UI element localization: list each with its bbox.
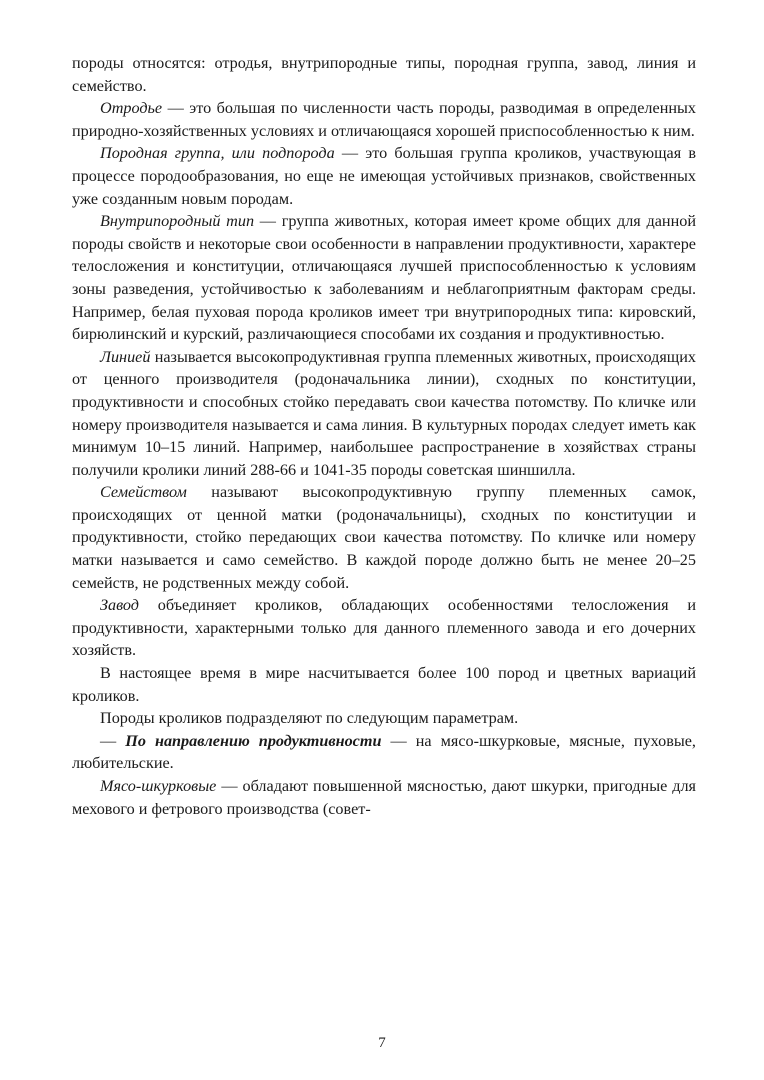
text-run: породы относятся: отродья, внутрипородные типы, породная группа, завод, линия и семейство. [72,54,696,95]
text-run: Породы кроликов подразделяют по следующим параметрам. [100,709,519,728]
paragraph [72,97,696,142]
term-italic: Завод [100,596,139,615]
paragraph [72,707,696,730]
text-run: — на мясо-шкурковые, мясные, пуховые, любительские. [72,731,696,773]
text-run: называется высокопродуктивная группа племенных животных, происходящих от ценного производителя (родоначальника линии), сходных по конституции, продуктивности и способных стойко передавать свои качества потомству. По кличке или номеру производителя называется и сама линия. В культурных породах следует иметь как минимум 10–15 линий. Например, наибольшее распространение в хозяйствах страны получили кролики линий 288-66 и 1041-35 породы советская шиншилла. [72,347,696,479]
text-run: В настоящее время в мире насчитывается более 100 пород и цветных вариаций кроликов. [72,664,696,705]
term-italic: Мясо-шкурковые [100,777,217,795]
text-run: — это большая по численности часть породы, разводимая в определенных природно-хозяйственных условиях и отличающаяся хорошей приспособленностью к ним. [72,99,696,140]
term-italic: Внутрипородный тип [100,212,255,231]
paragraph [72,210,696,346]
paragraph [72,52,696,97]
text-run: — обладают повышенной мясностью, дают шкурки, пригодные для мехового и фетрового производства (совет- [72,777,696,818]
term-italic: Породная группа, или подпорода [100,144,335,163]
text-run: — [100,731,126,750]
page-number: 7 [378,1035,386,1051]
text-run: называют высокопродуктивную группу племенных самок, происходящих от ценной матки (родоначальницы), сходных по конституции и продуктивности, стойко передающих свои качества потомству. По кличке или номеру матки называется и само семейство. В каждой породе должно быть не менее 20–25 семейств, не родственных между собой. [72,483,696,592]
paragraph [72,594,696,662]
paragraph [72,142,696,210]
paragraph [72,481,696,594]
paragraph [72,662,696,707]
text-run: — группа животных, которая имеет кроме общих для данной породы свойств и некоторые свои особенности в направлении продуктивности, характере телосложения и конституции, отличающаяся лучшей приспособленностью к условиям зоны разведения, устойчивостью к заболеваниям и неблагоприятным факторам среды. Например, белая пуховая порода кроликов имеет три внутрипородных типа: кировский, бирюлинский и курский, различающиеся способами их создания и продуктивностью. [72,212,697,344]
term-italic: Линией [100,347,151,366]
paragraph [72,346,696,482]
term-italic: Семейством [100,483,187,502]
term-italic-bold: По направлению продуктивности [125,731,382,750]
paragraph [72,730,696,775]
text-run: объединяет кроликов, обладающих особенностями телосложения и продуктивности, характерными только для данного племенного завода и его дочерних хозяйств. [72,596,696,660]
page-body-text [72,52,696,820]
term-italic: Отродье [100,99,163,118]
paragraph [72,775,696,820]
text-run: — это большая группа кроликов, участвующая в процессе породообразования, но еще не имеющая устойчивых признаков, свойственных уже созданным новым породам. [72,144,697,208]
